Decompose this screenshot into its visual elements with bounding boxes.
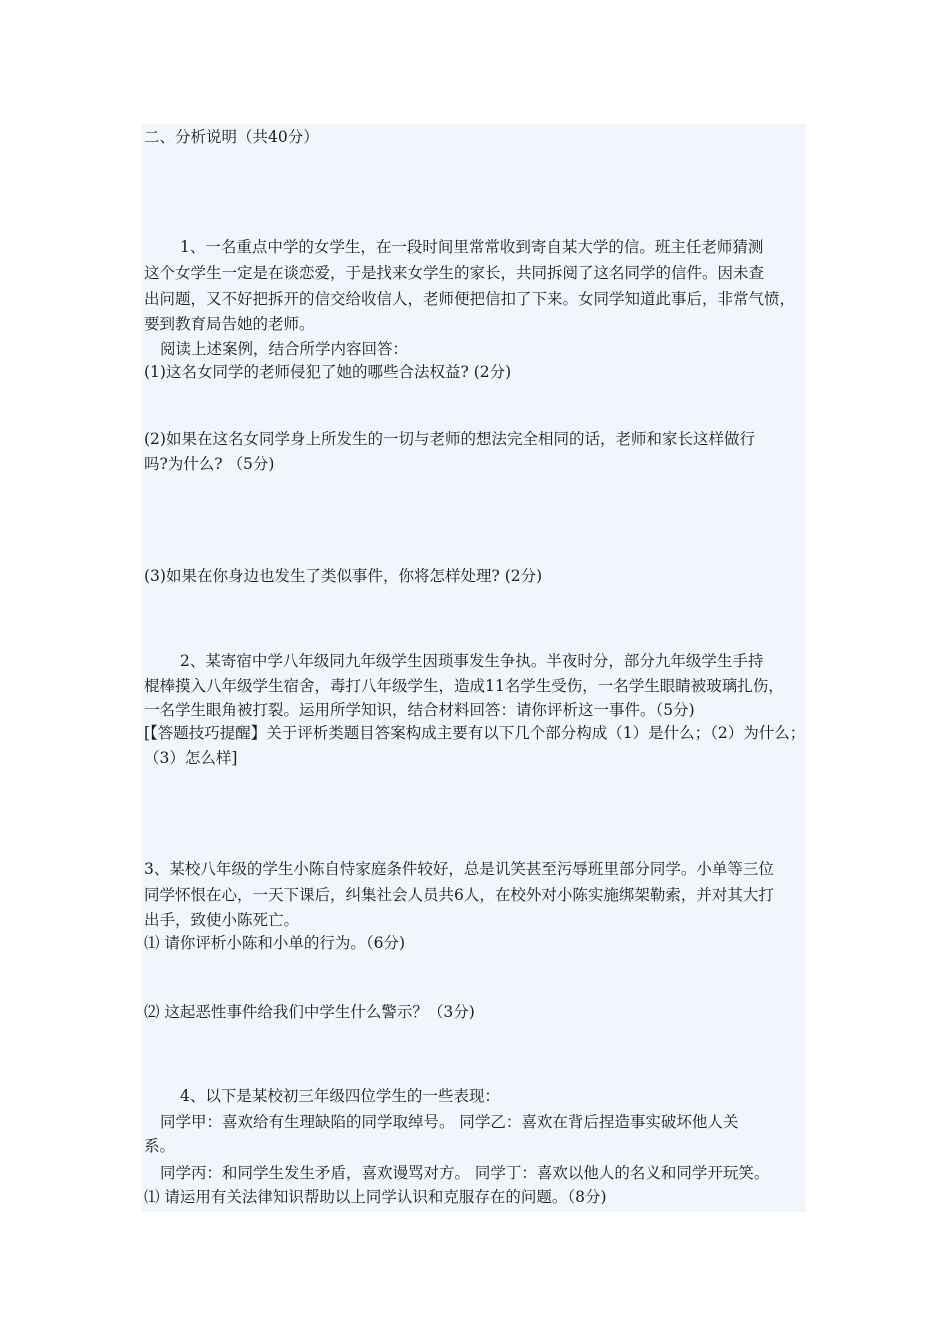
q1-sub1: (1)这名女同学的老师侵犯了她的哪些合法权益? (2分): [144, 363, 512, 381]
q2-line: 一名学生眼角被打裂。运用所学知识，结合材料回答：请你评析这一事件。（5分): [144, 701, 695, 719]
q4-line: 系。: [144, 1137, 176, 1155]
q3-sub2: ⑵ 这起恶性事件给我们中学生什么警示？（3分): [144, 1003, 475, 1021]
q1-line: 1、一名重点中学的女学生，在一段时间里常常收到寄自某大学的信。班主任老师猜测: [180, 238, 764, 256]
q1-sub2-line: 吗?为什么? （5分): [144, 455, 275, 473]
q4-intro: 4、以下是某校初三年级四位学生的一些表现：: [180, 1087, 500, 1105]
q4-line: 同学甲：喜欢给有生理缺陷的同学取绰号。 同学乙：喜欢在背后捏造事实破坏他人关: [160, 1113, 739, 1131]
q2-line: 棍棒摸入八年级学生宿舍，毒打八年级学生，造成11名学生受伤，一名学生眼睛被玻璃扎伤，: [144, 677, 784, 695]
q3-sub1: ⑴ 请你评析小陈和小单的行为。（6分): [144, 934, 406, 952]
q1-line: 出问题，又不好把拆开的信交给收信人，老师便把信扣了下来。女同学知道此事后，非常气愤，: [144, 290, 796, 308]
q4-sub1: ⑴ 请运用有关法律知识帮助以上同学认识和克服存在的问题。（8分): [144, 1188, 607, 1206]
q2-tip-line: （3）怎么样]: [144, 749, 238, 767]
q3-line: 同学怀恨在心，一天下课后，纠集社会人员共6人，在校外对小陈实施绑架勒索，并对其大打: [144, 886, 774, 904]
q2-line: 2、某寄宿中学八年级同九年级学生因琐事发生争执。半夜时分，部分九年级学生手持: [180, 652, 764, 670]
q1-line: 这个女学生一定是在谈恋爱，于是找来女学生的家长，共同拆阅了这名同学的信件。因未查: [144, 264, 765, 282]
q2-tip-line: [【答题技巧提醒】关于评析类题目答案构成主要有以下几个部分构成（1）是什么；（2）为什么；: [144, 724, 806, 742]
section-title: 二、分析说明（共40分）: [144, 128, 319, 146]
q1-line: 要到教育局告她的老师。: [144, 315, 315, 333]
q1-sub2-line: (2)如果在这名女同学身上所发生的一切与老师的想法完全相同的话，老师和家长这样做行: [144, 430, 755, 448]
q3-line: 3、某校八年级的学生小陈自恃家庭条件较好，总是讥笑甚至污辱班里部分同学。小单等三位: [144, 860, 774, 878]
q3-line: 出手，致使小陈死亡。: [144, 911, 300, 929]
q1-sub3: (3)如果在你身边也发生了类似事件，你将怎样处理? (2分): [144, 567, 543, 585]
q1-prompt: 阅读上述案例，结合所学内容回答：: [160, 340, 409, 358]
q4-line: 同学丙：和同学生发生矛盾，喜欢谩骂对方。 同学丁：喜欢以他人的名义和同学开玩笑。: [160, 1164, 770, 1182]
